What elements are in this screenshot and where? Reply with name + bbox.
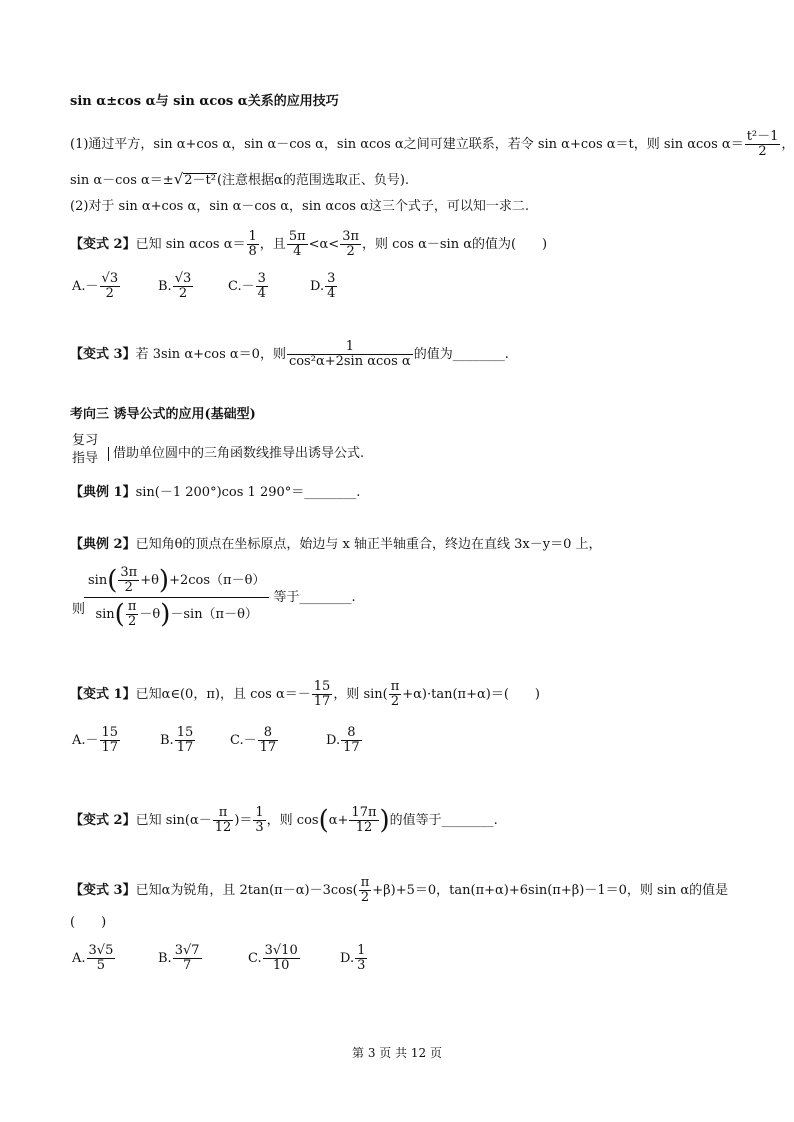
paragraph-text: (1)通过平方，sin α+cos α，sin α－cos α，sin αcos α之间可建立联系，若令 sin α+cos α＝t，则 sin αcos α＝ xyxy=(70,137,744,152)
question-bianshi-3a: 【变式 3】若 3sin α+cos α＝0，则 $\frac{1}{\text{cos²α+2sin αcos α}}$ 的值为________. xyxy=(70,339,509,369)
option-c: C. $\frac{3√10}{10}$ xyxy=(248,943,298,973)
question-bianshi-2a: 【变式 2】已知 sin αcos α＝ $\frac{1}{8}$ ，且 $\frac{5\pi}{4}$ <α< $\frac{3\pi}{2}$ ，则 cos α－sin α的值为( ) xyxy=(70,229,548,259)
question-tag: 【变式 2】 xyxy=(70,237,136,252)
section-heading: 考向三 诱导公式的应用(基础型) xyxy=(70,407,256,422)
question-bianshi-2b: 【变式 2】已知 sin(α－ $\frac{\pi}{12}$ )＝ $\frac{1}{3}$ ，则 cos(α+ $\frac{17\pi}{12}$ )的值等于________. xyxy=(70,805,498,836)
answer-parens: ( ) xyxy=(70,915,107,930)
question-tag: 【变式 3】 xyxy=(70,347,136,362)
example-2-then: 则 xyxy=(72,602,86,617)
example-2: 【典例 2】已知角θ的顶点在坐标原点，始边与 x 轴正半轴重合，终边在直线 3x－y＝0 上， xyxy=(70,537,602,552)
option-a: A.－ $\frac{√3}{2}$ xyxy=(72,271,119,301)
fraction: $\frac{\text{t²－1}}{2}$ xyxy=(746,129,779,159)
option-b: B. $\frac{√3}{2}$ xyxy=(158,271,192,301)
paragraph-1: (1)通过平方，sin α+cos α，sin α－cos α，sin αcos α之间可建立联系，若令 sin α+cos α＝t，则 sin αcos α＝ $\frac{\text{t²－1}}{2}$ ， xyxy=(70,129,794,159)
example-1: 【典例 1】sin(－1 200°)cos 1 290°＝________. xyxy=(70,485,361,500)
question-bianshi-3b: 【变式 3】已知α为锐角，且 2tan(π－α)－3cos( $\frac{\pi}{2}$ +β)+5＝0，tan(π+α)+6sin(π+β)－1＝0，则 sin α的值是 xyxy=(70,875,729,905)
question-tag: 【典例 2】 xyxy=(70,537,136,552)
question-tag: 【变式 3】 xyxy=(70,883,136,898)
question-tag: 【变式 2】 xyxy=(70,813,136,828)
example-2-fraction: sin( $\frac{3\pi}{2}$ +θ)+2cos（π－θ） sin( $\frac{\pi}{2}$ －θ)－sin（π－θ） 等于________. xyxy=(84,566,356,629)
sqrt-expression: 2－t² xyxy=(184,173,216,188)
option-c: C.－ $\frac{3}{4}$ xyxy=(228,271,266,301)
option-a: A.－ $\frac{15}{17}$ xyxy=(72,725,119,755)
option-b: B. $\frac{3√7}{7}$ xyxy=(158,943,200,973)
option-d: D. $\frac{3}{4}$ xyxy=(310,271,336,301)
section-heading: sin α±cos α与 sin αcos α关系的应用技巧 xyxy=(70,94,339,109)
paragraph-2: sin α－cos α＝±√2－t²(注意根据α的范围选取正、负号). xyxy=(70,170,410,188)
review-text: 借助单位圆中的三角函数线推导出诱导公式. xyxy=(104,442,364,461)
review-label: 复习 指导 xyxy=(72,433,99,466)
page-footer: 第 3 页 共 12 页 xyxy=(352,1046,442,1060)
option-a: A. $\frac{3√5}{5}$ xyxy=(72,943,114,973)
question-bianshi-1: 【变式 1】已知α∈(0，π)，且 cos α＝－ $\frac{15}{17}$ ，则 sin( $\frac{\pi}{2}$ +α)·tan(π+α)＝( ) xyxy=(70,679,540,709)
paragraph-3: (2)对于 sin α+cos α，sin α－cos α，sin αcos α这三个式子，可以知一求二. xyxy=(70,199,529,214)
option-d: D. $\frac{1}{3}$ xyxy=(340,943,366,973)
question-tag: 【典例 1】 xyxy=(70,485,136,500)
question-tag: 【变式 1】 xyxy=(70,687,136,702)
option-b: B. $\frac{15}{17}$ xyxy=(160,725,194,755)
option-c: C.－ $\frac{8}{17}$ xyxy=(230,725,277,755)
option-d: D. $\frac{8}{17}$ xyxy=(326,725,360,755)
